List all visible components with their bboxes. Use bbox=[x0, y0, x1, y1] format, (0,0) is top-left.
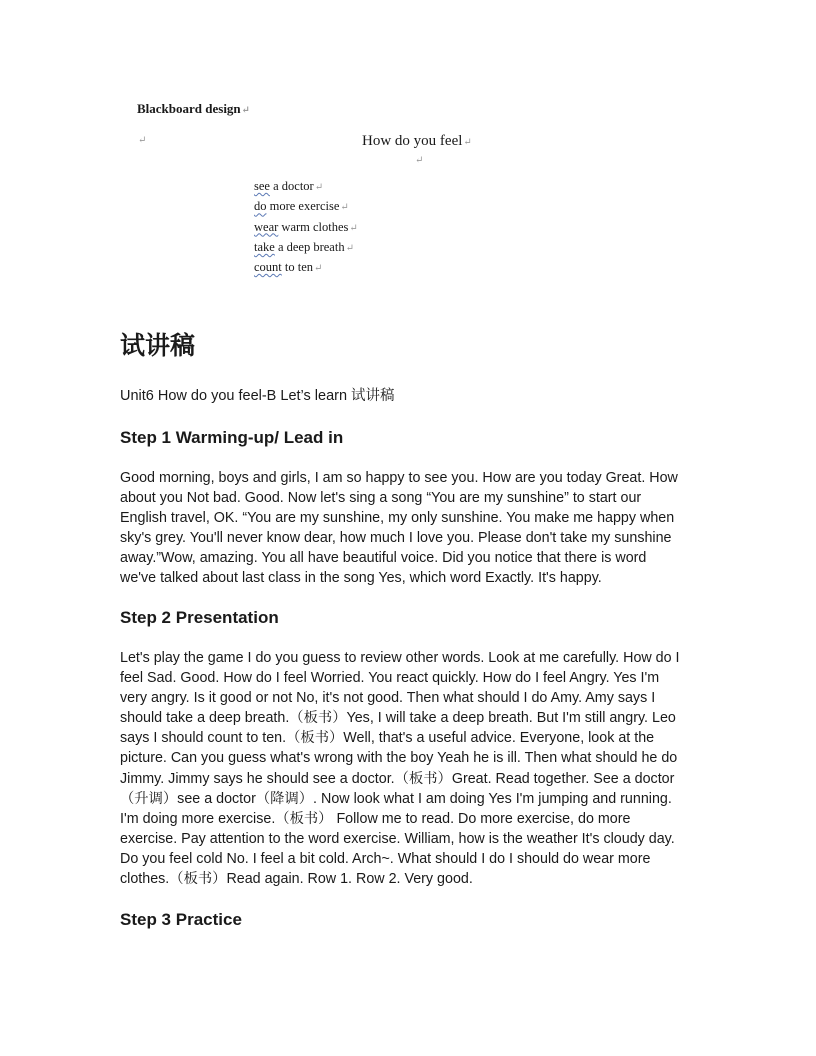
paragraph-mark: ↵ bbox=[463, 137, 472, 148]
paragraph-line: about you Not bad. Good. Now let's sing a song “You are my sunshine” to start our bbox=[120, 490, 642, 507]
section-title: 试讲稿 bbox=[120, 332, 196, 360]
step-1-heading: Step 1 Warming-up/ Lead in bbox=[120, 428, 344, 447]
paragraph-line: away.”Wow, amazing. You all have beautiful voice. Did you notice that there is word bbox=[120, 550, 647, 567]
paragraph-line: （升调）see a doctor（降调）. Now look what I am doing Yes I'm jumping and running. bbox=[120, 790, 672, 807]
step-2-paragraph bbox=[120, 648, 705, 889]
list-item bbox=[254, 257, 358, 277]
phrase-verb: take bbox=[254, 239, 275, 254]
list-item bbox=[254, 217, 358, 237]
paragraph-mark: ↵ bbox=[340, 202, 349, 214]
step-2-heading: Step 2 Presentation bbox=[120, 608, 279, 627]
blackboard-word-list bbox=[254, 176, 358, 277]
blackboard-title bbox=[362, 133, 472, 150]
paragraph-line: Jimmy. Jimmy says he should see a doctor.（板书）Great. Read together. See a doctor bbox=[120, 770, 675, 787]
paragraph-line: clothes.（板书）Read again. Row 1. Row 2. Very good. bbox=[120, 871, 473, 888]
paragraph-line: very angry. Is it good or not No, it's not good. Then what should I do Amy. Amy says I bbox=[120, 690, 656, 707]
phrase-rest: a deep breath bbox=[274, 239, 345, 254]
list-item bbox=[254, 237, 358, 257]
list-item bbox=[254, 176, 358, 196]
unit-subtitle: Unit6 How do you feel-B Let’s learn 试讲稿 bbox=[120, 388, 395, 404]
paragraph-line: I'm doing more exercise.（板书） Follow me to read. Do more exercise, do more bbox=[120, 810, 631, 827]
paragraph-mark: ↵ bbox=[349, 222, 358, 234]
phrase-verb: count bbox=[254, 260, 282, 275]
paragraph-mark: ↵ bbox=[138, 135, 147, 146]
paragraph-line: picture. Can you guess what's wrong with the boy Yeah he is ill. Then what should he do bbox=[120, 750, 678, 767]
phrase-verb: see bbox=[254, 179, 270, 193]
paragraph-line: English travel, OK. “You are my sunshine, my only sunshine. You make me happy when bbox=[120, 510, 675, 527]
paragraph-line: should take a deep breath.（板书）Yes, I will take a deep breath. But I'm still angry. Leo bbox=[120, 710, 676, 727]
paragraph-mark: ↵ bbox=[345, 242, 354, 254]
paragraph-line: says I should count to ten.（板书）Well, that's a useful advice. Everyone, look at the bbox=[120, 730, 655, 747]
phrase-verb: wear bbox=[254, 219, 279, 234]
paragraph-line: sky's grey. You'll never know dear, how much I love you. Please don't take my sunshine bbox=[120, 530, 672, 547]
step-3-heading: Step 3 Practice bbox=[120, 910, 242, 929]
phrase-verb: do bbox=[254, 199, 267, 214]
phrase-rest: warm clothes bbox=[278, 219, 349, 234]
paragraph-line: Let's play the game I do you guess to review other words. Look at me carefully. How do I bbox=[120, 650, 680, 666]
blackboard-heading bbox=[137, 101, 250, 117]
blackboard-heading-text: Blackboard design bbox=[137, 101, 241, 116]
phrase-rest: a doctor bbox=[269, 179, 314, 193]
paragraph-line: Good morning, boys and girls, I am so happy to see you. How are you today Great. How bbox=[120, 470, 678, 486]
blackboard-title-text: How do you feel bbox=[362, 133, 463, 149]
paragraph-mark: ↵ bbox=[314, 263, 323, 275]
paragraph-mark: ↵ bbox=[241, 105, 251, 116]
step-1-paragraph bbox=[120, 468, 705, 589]
paragraph-line: we've talked about last class in the song Yes, which word Exactly. It's happy. bbox=[120, 570, 602, 587]
phrase-rest: more exercise bbox=[266, 199, 340, 214]
paragraph-mark: ↵ bbox=[415, 155, 424, 166]
list-item bbox=[254, 196, 358, 216]
paragraph-line: feel Sad. Good. How do I feel Worried. You react quickly. How do I feel Angry. Yes I'm bbox=[120, 670, 660, 687]
paragraph-line: Do you feel cold No. I feel a bit cold. Arch~. What should I do I should do wear more bbox=[120, 850, 651, 867]
paragraph-line: exercise. Pay attention to the word exercise. William, how is the weather It's cloudy day. bbox=[120, 830, 675, 847]
paragraph-mark: ↵ bbox=[314, 182, 324, 193]
phrase-rest: to ten bbox=[281, 260, 314, 275]
